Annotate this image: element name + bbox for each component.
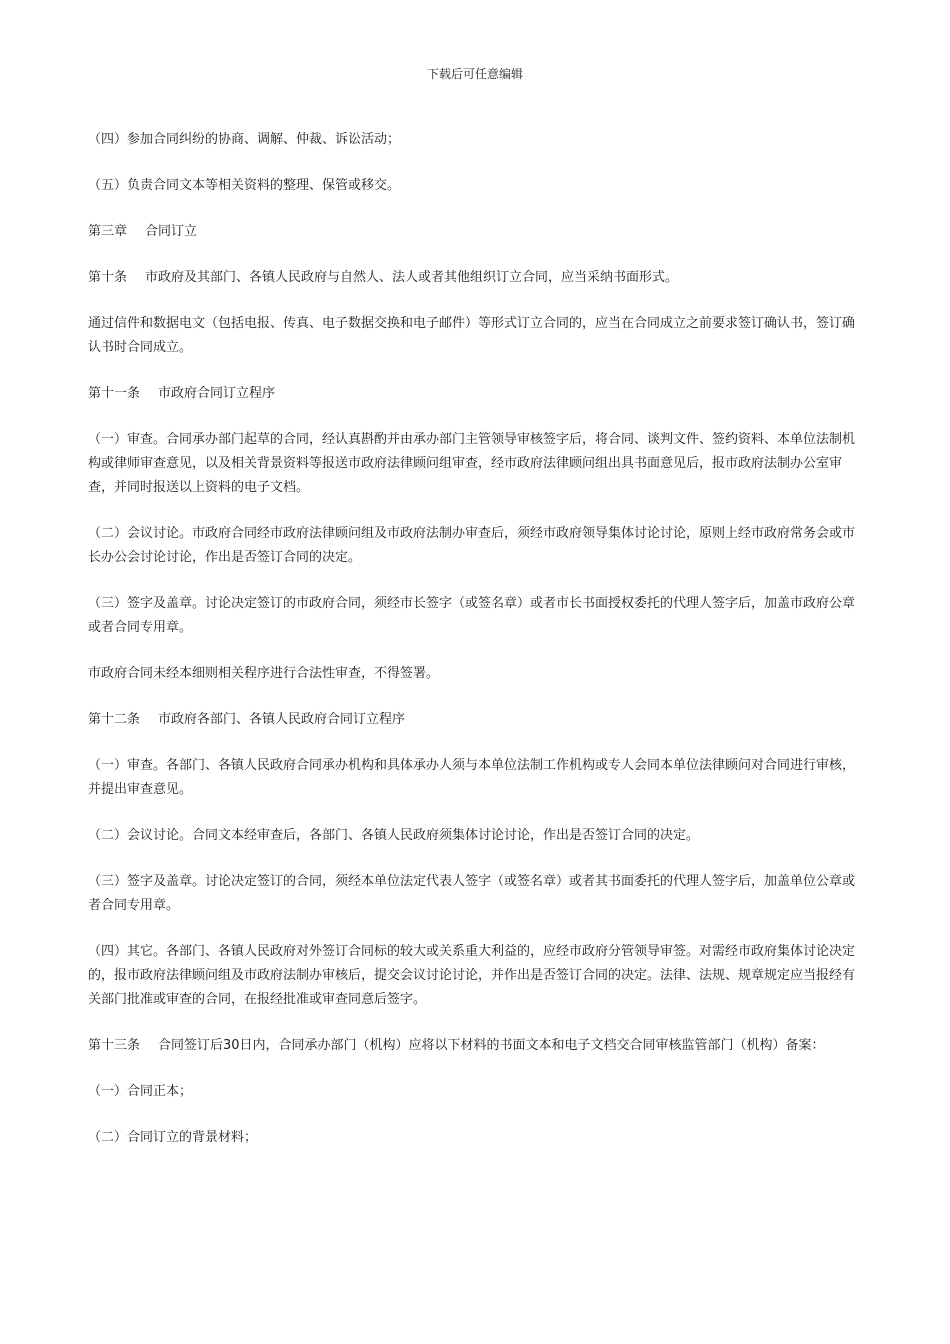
paragraph: （五）负责合同文本等相关资料的整理、保管或移交。 <box>88 178 401 193</box>
paragraph: （三）签字及盖章。讨论决定签订的市政府合同，须经市长签字（或签名章）或者市长书面授权委托的代理人签字后，加盖市政府公章或者合同专用章。 <box>88 596 856 635</box>
paragraph: 通过信件和数据电文（包括电报、传真、电子数据交换和电子邮件）等形式订立合同的，应当在合同成立之前要求签订确认书，签订确认书时合同成立。 <box>88 316 856 355</box>
article-heading: 第十一条 市政府合同订立程序 <box>88 386 276 401</box>
paragraph: 市政府合同未经本细则相关程序进行合法性审查，不得签署。 <box>88 666 440 681</box>
paragraph: （一）审查。合同承办部门起草的合同，经认真斟酌并由承办部门主管领导审核签字后，将合同、谈判文件、签约资料、本单位法制机构或律师审查意见，以及相关背景资料等报送市政府法律顾问组审查，经市政府法律顾问组出具书面意见后，报市政府法制办公室审查，并同时报送以上资料的电子文档。 <box>88 432 856 495</box>
paragraph: （四）其它。各部门、各镇人民政府对外签订合同标的较大或关系重大利益的，应经市政府分管领导审签。对需经市政府集体讨论决定的，报市政府法律顾问组及市政府法制办审核后，提交会议讨论讨论，并作出是否签订合同的决定。法律、法规、规章规定应当报经有关部门批准或审查的合同，在报经批准或审查同意后签字。 <box>88 944 856 1007</box>
paragraph: （二）会议讨论。合同文本经审查后，各部门、各镇人民政府须集体讨论讨论，作出是否签订合同的决定。 <box>88 828 700 843</box>
paragraph: （四）参加合同纠纷的协商、调解、仲裁、诉讼活动； <box>88 132 401 147</box>
page-header: 下载后可任意编辑 <box>426 67 523 81</box>
article-paragraph: 第十三条 合同签订后30日内，合同承办部门（机构）应将以下材料的书面文本和电子文档交合同审核监管部门（机构）备案： <box>88 1038 825 1053</box>
paragraph: （一）合同正本； <box>88 1084 193 1099</box>
article-heading: 第十二条 市政府各部门、各镇人民政府合同订立程序 <box>88 712 406 727</box>
chapter-heading: 第三章 合同订立 <box>88 224 198 239</box>
paragraph: （一）审查。各部门、各镇人民政府合同承办机构和具体承办人须与本单位法制工作机构或专人会同本单位法律顾问对合同进行审核，并提出审查意见。 <box>88 758 856 797</box>
paragraph: （三）签字及盖章。讨论决定签订的合同，须经本单位法定代表人签字（或签名章）或者其书面委托的代理人签字后，加盖单位公章或者合同专用章。 <box>88 874 856 913</box>
paragraph: （二）会议讨论。市政府合同经市政府法律顾问组及市政府法制办审查后，须经市政府领导集体讨论讨论，原则上经市政府常务会或市长办公会讨论讨论，作出是否签订合同的决定。 <box>88 526 856 565</box>
paragraph: （二）合同订立的背景材料； <box>88 1130 258 1145</box>
document-body <box>88 128 864 1150</box>
article-paragraph: 第十条 市政府及其部门、各镇人民政府与自然人、法人或者其他组织订立合同，应当采纳书面形式。 <box>88 270 679 285</box>
